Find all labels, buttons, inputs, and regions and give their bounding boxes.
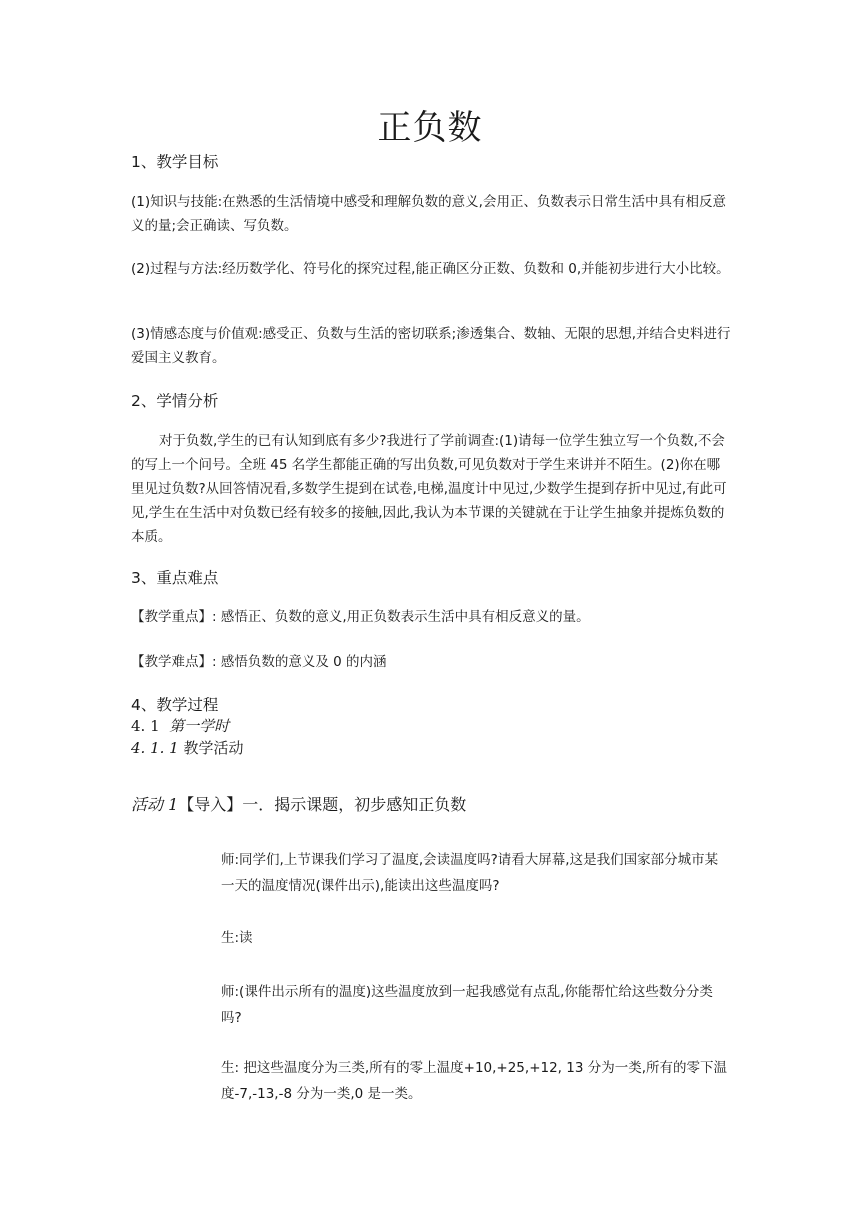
page-title: 正负数 — [377, 108, 483, 148]
paragraph-knowledge-skills: (1)知识与技能:在熟悉的生活情境中感受和理解负数的意义,会用正、负数表示日常生活中具有相反意义的量;会正确读、写负数。 — [131, 194, 726, 234]
activity-label: 活动 1 — [131, 795, 179, 814]
subheading-activities-label: 教学活动 — [183, 739, 244, 757]
paragraph-attitude-values: (3)情感态度与价值观:感受正、负数与生活的密切联系;渗透集合、数轴、无限的思想,并结合史料进行爱国主义教育。 — [131, 326, 731, 366]
section-heading-key-points: 3、重点难点 — [131, 569, 219, 587]
dialogue-line: 生: 把这些温度分为三类,所有的零上温度+10,+25,+12, 13 分为一类,所有的零下温度-7,-13,-8 分为一类,0 是一类。 — [221, 1060, 728, 1102]
subheading-activities — [131, 737, 244, 758]
section-heading-objectives: 1、教学目标 — [131, 153, 219, 171]
paragraph-process-method: (2)过程与方法:经历数学化、符号化的探究过程,能正确区分正数、负数和 0,并能初步进行大小比较。 — [131, 261, 730, 277]
paragraph-key-point: 【教学重点】: 感悟正、负数的意义,用正负数表示生活中具有相反意义的量。 — [131, 609, 590, 625]
section-heading-process: 4、教学过程 — [131, 696, 219, 714]
subheading-lesson — [131, 715, 229, 736]
paragraph-student-analysis: 对于负数,学生的已有认知到底有多少?我进行了学前调查:(1)请每一位学生独立写一个负数,不会的写上一个问号。全班 45 名学生都能正确的写出负数,可见负数对于学生来讲并不陌生。(2)你在哪里见过负数?从回答情况看,多数学生提到在试卷,电梯,温度计中见过,少数学生提到存折中见过,有此可见,学生在生活中对负数已经有较多的接触,因此,我认为本节课的关键就在于让学生抽象并提炼负数的本质。 — [131, 433, 727, 545]
subheading-lesson-label: 第一学时 — [169, 717, 230, 735]
paragraph-difficult-point: 【教学难点】: 感悟负数的意义及 0 的内涵 — [131, 654, 387, 670]
dialogue-line: 生:读 — [221, 930, 253, 946]
dialogue-line: 师:(课件出示所有的温度)这些温度放到一起我感觉有点乱,你能帮忙给这些数分分类吗? — [221, 984, 713, 1026]
subheading-lesson-number: 4. 1 — [131, 717, 160, 735]
dialogue-line: 师:同学们,上节课我们学习了温度,会读温度吗?请看大屏幕,这是我们国家部分城市某一天的温度情况(课件出示),能读出这些温度吗? — [221, 852, 719, 894]
subheading-activities-number: 4. 1. 1 — [131, 739, 179, 757]
activity-heading — [131, 792, 466, 815]
activity-title: 【导入】一．揭示课题，初步感知正负数 — [178, 795, 467, 814]
section-heading-analysis: 2、学情分析 — [131, 392, 219, 410]
